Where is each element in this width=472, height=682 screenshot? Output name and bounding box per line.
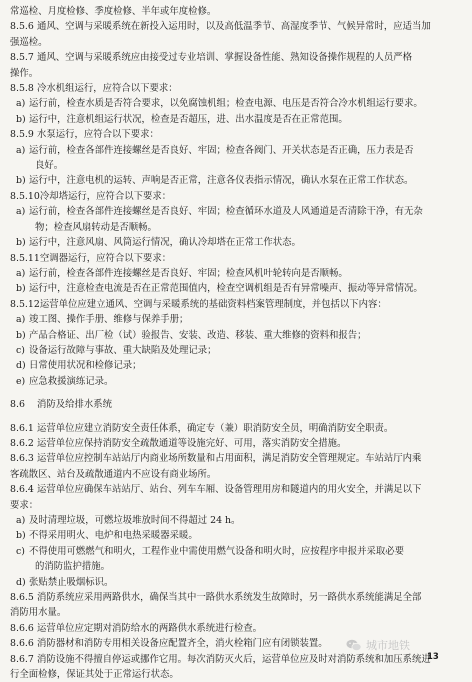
list-marker: b) bbox=[16, 175, 26, 187]
clause-8-5-6: 8.5.6 通风、空调与采暖系统在新投入运用时，以及高低温季节、高湿度季节、气候异常时，应适当加 bbox=[10, 19, 462, 34]
list-item: b) 不得采用明火、电炉和电热采暖器采暖。 bbox=[10, 528, 462, 543]
list-marker: c) bbox=[16, 344, 25, 356]
text-line: 常巡检、月度检修、季度检修、半年或年度检修。 bbox=[10, 6, 217, 17]
list-marker: c) bbox=[16, 545, 25, 557]
watermark bbox=[346, 637, 410, 653]
list-marker: a) bbox=[16, 314, 26, 326]
clause-8-5-12: 8.5.12运营单位应建立通风、空调与采暖系统的基础资料档案管理制度，并包括以下内容： bbox=[10, 297, 462, 312]
clause-8-6-5: 8.6.5 消防系统应采用两路供水，确保当其中一路供水系统发生故障时，另一路供水系统能满足全部 bbox=[10, 590, 462, 605]
document-body bbox=[10, 4, 462, 682]
clause-number: 8.5.10 bbox=[10, 190, 40, 202]
section-heading-8-6: 8.6 消防及给排水系统 bbox=[10, 397, 462, 412]
text-line: 操作。 bbox=[10, 67, 39, 79]
list-item: e) 应急救援演练记录。 bbox=[10, 374, 462, 389]
clause-8-6-6: 8.6.6 运营单位应定期对消防给水的两路供水系统进行检查。 bbox=[10, 621, 462, 636]
list-item: d) 张贴禁止吸烟标识。 bbox=[10, 575, 462, 590]
list-item: a) 竣工图、操作手册、维修与保养手册； bbox=[10, 312, 462, 327]
list-item: b) 运行中，注意检查电流是否在正常范围值内，检查空调机组是否有异常噪声、振动等异常情况。 bbox=[10, 281, 462, 296]
clause-8-6-7: 8.6.7 消防设施不得擅自停运或挪作它用。每次消防灭火后，运营单位应及时对消防系统和加压系统进 bbox=[10, 652, 462, 667]
list-marker: d) bbox=[16, 576, 26, 588]
list-item: c) 设备运行故障与事故、重大缺陷及处理记录； bbox=[10, 343, 462, 358]
clause-number: 8.5.11 bbox=[10, 252, 40, 264]
clause-number: 8.6.7 bbox=[10, 653, 34, 665]
clause-number: 8.6.6 bbox=[10, 622, 34, 634]
text-line: 良好。 bbox=[35, 160, 64, 172]
text-line: 行全面检修，保证其处于正常运行状态。 bbox=[10, 669, 179, 681]
list-item: b) 运行中，注意机组运行状况，检查是否超压，进、出水温度是否在正常范围。 bbox=[10, 112, 462, 127]
clause-number: 8.6.1 bbox=[10, 422, 34, 434]
page-number: 13 bbox=[427, 652, 439, 662]
clause-8-5-9: 8.5.9 水泵运行，应符合以下要求： bbox=[10, 127, 462, 142]
text-line: 要求： bbox=[10, 499, 39, 511]
list-item: a) 运行前，检查水质是否符合要求，以免腐蚀机组；检查电源、电压是否符合冷水机组运行要求。 bbox=[10, 96, 462, 111]
clause-number: 8.5.8 bbox=[10, 83, 34, 95]
clause-8-5-7: 8.5.7 通风、空调与采暖系统应由接受过专业培训、掌握设备性能、熟知设备操作规程的人员严格 bbox=[10, 50, 462, 65]
list-marker: a) bbox=[16, 98, 26, 110]
clause-8-6-6b: 8.6.6 消防器材和消防专用相关设备应配置齐全，消火栓箱门应有闭锁装置。 bbox=[10, 636, 462, 651]
watermark-text: 城市地铁 bbox=[366, 639, 410, 652]
list-item: b) 运行中，注意电机的运转、声响是否正常，注意各仪表指示情况，确认水泵在正常工作状态。 bbox=[10, 173, 462, 188]
text-line: 的消防监护措施。 bbox=[35, 561, 111, 573]
list-item: b) 运行中，注意风扇、风筒运行情况，确认冷却塔在正常工作状态。 bbox=[10, 235, 462, 250]
clause-8-6-2: 8.6.2 运营单位应保持消防安全疏散通道等设施完好、可用，落实消防安全措施。 bbox=[10, 436, 462, 451]
text-line: 消防用水量。 bbox=[10, 607, 67, 619]
list-marker: a) bbox=[16, 267, 26, 279]
clause-8-6-3: 8.6.3 运营单位应控制车站站厅内商业场所数量和占用面积，满足消防安全管理规定。车站站厅内乘 bbox=[10, 451, 462, 466]
list-item: d) 日常使用状况和检修记录； bbox=[10, 358, 462, 373]
clause-number: 8.5.12 bbox=[10, 298, 40, 310]
clause-number: 8.6.4 bbox=[10, 484, 34, 496]
list-marker: b) bbox=[16, 113, 26, 125]
list-marker: a) bbox=[16, 515, 26, 526]
wechat-icon bbox=[346, 639, 362, 652]
list-item: a) 及时清理垃圾，可燃垃圾堆放时间不得超过 24 h。 bbox=[10, 513, 462, 528]
list-marker: b) bbox=[16, 329, 26, 341]
list-marker: b) bbox=[16, 237, 26, 249]
clause-number: 8.5.6 bbox=[10, 21, 34, 33]
list-marker: b) bbox=[16, 283, 26, 295]
text-line: 客疏散区、站台及疏散通道内不应设有商业场所。 bbox=[10, 468, 217, 480]
list-item: b) 产品合格证、出厂检（试）验报告、安装、改造、移装、重大维修的资料和报告； bbox=[10, 328, 462, 343]
clause-8-5-10: 8.5.10冷却塔运行，应符合以下要求： bbox=[10, 189, 462, 204]
list-marker: b) bbox=[16, 530, 26, 542]
list-marker: e) bbox=[16, 375, 26, 387]
list-marker: d) bbox=[16, 360, 26, 372]
list-item: c) 不得使用可燃燃气和明火，工程作业中需使用燃气设备和明火时，应按程序申报并采取必要 bbox=[10, 544, 462, 559]
clause-number: 8.6.6 bbox=[10, 638, 34, 650]
clause-number: 8.6.2 bbox=[10, 437, 34, 449]
section-number: 8.6 bbox=[10, 399, 25, 411]
list-item: a) 运行前，检查各部件连接螺丝是否良好、牢固；检查各阀门、开关状态是否正确，压力表是否 bbox=[10, 143, 462, 158]
list-marker: a) bbox=[16, 144, 26, 156]
clause-number: 8.6.3 bbox=[10, 453, 34, 465]
list-item: a) 运行前，检查各部件连接螺丝是否良好、牢固；检查循环水道及人风通道是否清除干净，有无杂 bbox=[10, 204, 462, 219]
text-line: 物；检查风扇转动是否顺畅。 bbox=[35, 221, 157, 233]
text-line: 强巡检。 bbox=[10, 36, 48, 48]
clause-number: 8.5.7 bbox=[10, 52, 34, 64]
clause-8-5-8: 8.5.8 冷水机组运行，应符合以下要求： bbox=[10, 81, 462, 96]
clause-8-5-11: 8.5.11空调器运行，应符合以下要求： bbox=[10, 251, 462, 266]
clause-number: 8.6.5 bbox=[10, 592, 34, 604]
list-item: a) 运行前，检查各部件连接螺丝是否良好、牢固；检查风机叶轮转向是否顺畅。 bbox=[10, 266, 462, 281]
clause-number: 8.5.9 bbox=[10, 129, 34, 141]
list-marker: a) bbox=[16, 206, 26, 218]
clause-8-6-4: 8.6.4 运营单位应确保车站站厅、站台、列车车厢、设备管理用房和隧道内的用火安全，并满足以下 bbox=[10, 482, 462, 497]
clause-8-6-1: 8.6.1 运营单位应建立消防安全责任体系，确定专（兼）职消防安全员，明确消防安全职责。 bbox=[10, 421, 462, 436]
